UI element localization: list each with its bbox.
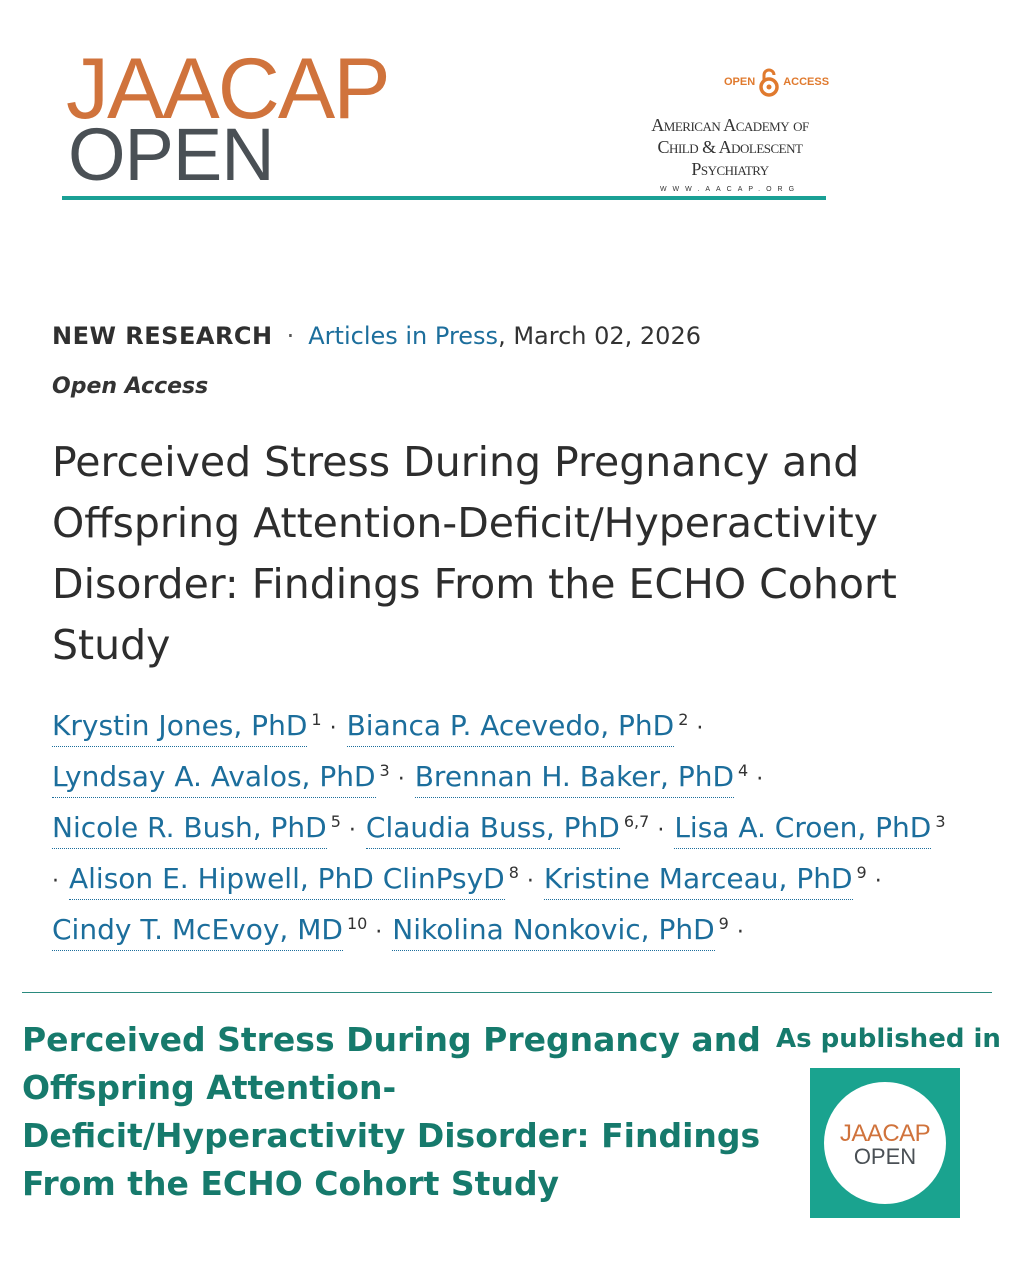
aacap-logo-line2: Child & Adolescent	[657, 137, 803, 157]
author-affiliation: 9	[718, 913, 729, 933]
aacap-logo-line1: American Academy of	[651, 115, 809, 135]
author-separator: ·	[756, 767, 764, 792]
author-separator: ·	[657, 818, 665, 843]
author-link[interactable]: Alison E. Hipwell, PhD ClinPsyD	[69, 862, 505, 900]
author-link[interactable]: Nikolina Nonkovic, PhD	[392, 913, 714, 951]
author-separator: ·	[52, 869, 59, 894]
author-affiliation: 6,7	[623, 811, 650, 831]
author-link[interactable]: Lyndsay A. Avalos, PhD	[52, 760, 376, 798]
footer-title: Perceived Stress During Pregnancy and Offspring Attention-Deficit/Hyperactivity Disorder: Findings From the ECHO Cohort Study	[22, 1020, 761, 1203]
author-link[interactable]: Lisa A. Croen, PhD	[674, 811, 931, 849]
author-affiliation: 10	[346, 913, 368, 933]
author-separator: ·	[526, 869, 534, 894]
author-line	[52, 853, 982, 904]
author-affiliation: 2	[678, 709, 689, 729]
author-affiliation: 1	[311, 709, 322, 729]
open-lock-icon	[759, 67, 779, 97]
journal-badge	[810, 1068, 960, 1218]
author-affiliation: 4	[738, 760, 749, 780]
author-affiliation: 3	[379, 760, 390, 780]
author-line	[52, 802, 982, 853]
meta-separator: ·	[286, 322, 295, 350]
journal-logo-open: OPEN	[68, 113, 274, 196]
author-separator: ·	[329, 716, 337, 741]
author-affiliation: 3	[935, 811, 946, 831]
journal-badge-open: OPEN	[853, 1144, 917, 1169]
header-divider	[62, 196, 826, 200]
oa-badge-left-label: OPEN	[724, 76, 756, 88]
author-link[interactable]: Claudia Buss, PhD	[366, 811, 620, 849]
aacap-logo-url: WWW.AACAP.ORG	[659, 186, 801, 193]
author-line	[52, 751, 982, 802]
author-link[interactable]: Krystin Jones, PhD	[52, 709, 307, 747]
aacap-logo	[640, 114, 820, 193]
author-affiliation: 9	[856, 862, 867, 882]
author-separator: ·	[397, 767, 405, 792]
footer-divider	[22, 992, 992, 993]
articles-in-press-link[interactable]: Articles in Press	[308, 322, 499, 350]
author-link[interactable]: Nicole R. Bush, PhD	[52, 811, 327, 849]
aacap-logo-line3: Psychiatry	[691, 159, 769, 179]
author-line	[52, 904, 982, 955]
author-link[interactable]: Bianca P. Acevedo, PhD	[347, 709, 675, 747]
author-list	[52, 700, 982, 955]
author-affiliation: 5	[330, 811, 341, 831]
author-separator: ·	[375, 920, 383, 945]
author-separator: ·	[348, 818, 356, 843]
author-link[interactable]: Cindy T. McEvoy, MD	[52, 913, 343, 951]
published-in-label: As published in	[776, 1024, 1001, 1054]
section-label: NEW RESEARCH	[52, 322, 273, 350]
journal-logo-jaacap: JAACAP	[66, 41, 389, 137]
author-line	[52, 700, 982, 751]
author-affiliation: 8	[508, 862, 519, 882]
journal-badge-jaacap: JAACAP	[839, 1120, 931, 1147]
author-link[interactable]: Brennan H. Baker, PhD	[415, 760, 734, 798]
author-separator: ·	[874, 869, 882, 894]
open-access-label: Open Access	[52, 374, 209, 399]
article-title: Perceived Stress During Pregnancy and Offspring Attention-Deficit/Hyperactivity Disorder: Findings From the ECHO Cohort Study	[52, 438, 897, 669]
article-meta	[52, 322, 701, 350]
oa-badge-right-label: ACCESS	[783, 76, 830, 88]
journal-badge-circle	[824, 1082, 946, 1204]
open-access-badge	[724, 66, 829, 98]
author-separator: ·	[696, 716, 704, 741]
author-link[interactable]: Kristine Marceau, PhD	[544, 862, 853, 900]
author-separator: ·	[736, 920, 744, 945]
publication-date: , March 02, 2026	[498, 322, 701, 350]
